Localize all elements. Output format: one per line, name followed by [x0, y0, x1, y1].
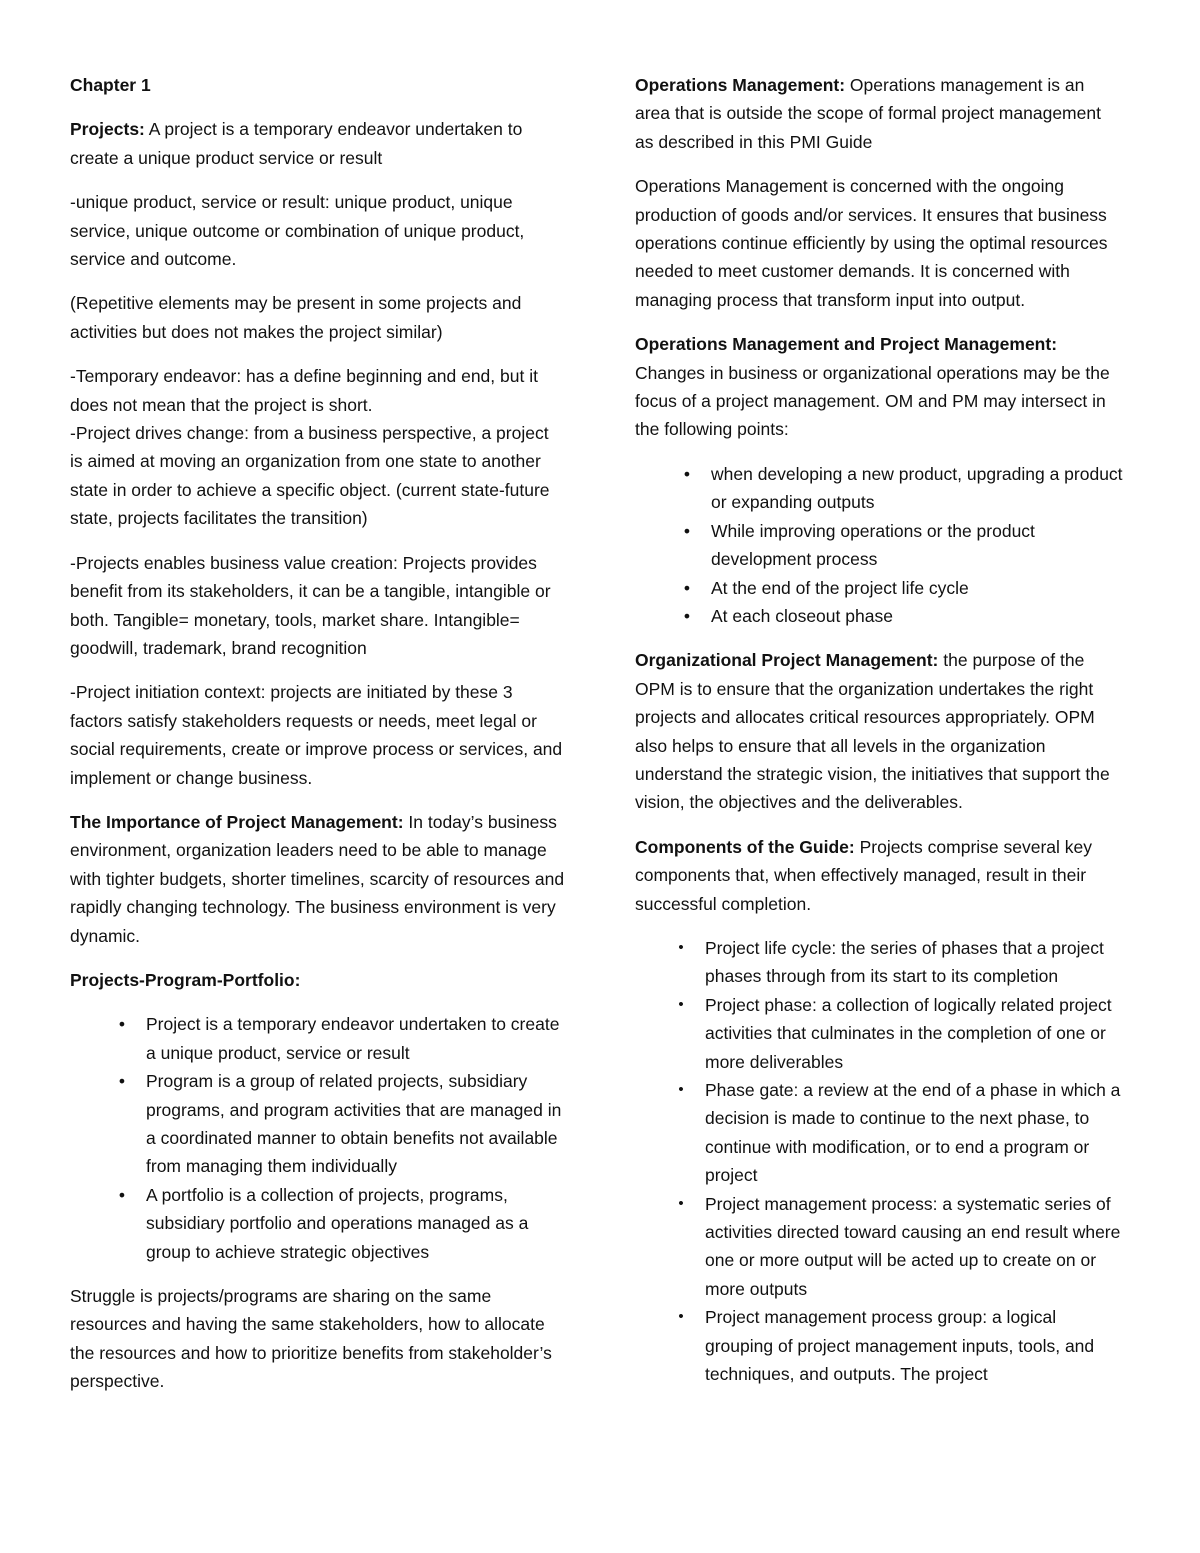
list-item: • when developing a new product, upgrading a product or expanding outputs — [635, 460, 1123, 517]
components-list — [635, 934, 1123, 1389]
bullet-icon: • — [678, 1194, 684, 1212]
intersect-points-list — [635, 460, 1123, 630]
importance-definition: In today’s business environment, organization leaders need to be able to manage with tighter budgets, shorter timelines, scarcity of resources and rapidly changing technology. The business environment is very dynamic. — [70, 811, 565, 946]
list-item: • At each closeout phase — [635, 602, 1123, 630]
ppp-heading: Projects-Program-Portfolio: — [70, 969, 301, 990]
bullet-icon: • — [683, 520, 691, 541]
list-item: • Project life cycle: the series of phases that a project phases through from its start to its completion — [635, 934, 1123, 991]
operations-management-paragraph — [635, 71, 1123, 156]
projects-term: Projects: — [70, 119, 145, 140]
bullet-icon: • — [678, 995, 684, 1013]
importance-term: The Importance of Project Management: — [70, 811, 404, 832]
unique-product-paragraph: -unique product, service or result: unique product, unique service, unique outcome or combination of unique product, service and outcome. — [70, 192, 525, 270]
list-item: • A portfolio is a collection of projects, programs, subsidiary portfolio and operations managed as a group to achieve strategic objectives — [70, 1181, 566, 1266]
repetitive-elements-paragraph: (Repetitive elements may be present in some projects and activities but does not makes the project similar) — [70, 293, 522, 342]
business-value-paragraph: -Projects enables business value creation: Projects provides benefit from its stakeholders, it can be a tangible, intangible or both. Tangible= monetary, tools, market share. Intangible= goodwill, trademark, brand recognition — [70, 552, 551, 658]
opm-term: Organizational Project Management: — [635, 650, 939, 671]
list-item: • At the end of the project life cycle — [635, 574, 1123, 602]
ops-pm-definition: Changes in business or organizational operations may be the focus of a project management. OM and PM may intersect in the following points: — [635, 362, 1110, 440]
components-term: Components of the Guide: — [635, 836, 855, 857]
bullet-icon: • — [678, 1308, 684, 1326]
bullet-icon: • — [678, 938, 684, 956]
drives-change-paragraph: -Project drives change: from a business perspective, a project is aimed at moving an organization from one state to another state in order to achieve a specific object. (current state-future state, projects facilitates the transition) — [70, 423, 550, 529]
importance-paragraph — [70, 808, 566, 950]
opm-definition: the purpose of the OPM is to ensure that the organization undertakes the right projects and allocates critical resources appropriately. OPM also helps to ensure that all levels in the organization understand the strategic vision, the initiatives that support the vision, the objectives and the deliverables. — [635, 650, 1110, 813]
right-column — [635, 71, 1123, 1404]
ops-pm-paragraph — [635, 330, 1123, 444]
components-definition: Projects comprise several key components that, when effectively managed, result in their successful completion. — [635, 836, 1093, 914]
list-item: • Project management process: a systematic series of activities directed toward causing an end result where one or more output will be acted up to create on or more outputs — [635, 1190, 1123, 1304]
operations-management-term: Operations Management: — [635, 75, 846, 95]
chapter-heading: Chapter 1 — [70, 75, 151, 95]
operations-concern-paragraph: Operations Management is concerned with the ongoing production of goods and/or services. It ensures that business operations continue efficiently by using the optimal resources needed to meet customer demands. It is concerned with managing process that transform input into output. — [635, 176, 1108, 310]
struggle-paragraph: Struggle is projects/programs are sharing on the same resources and having the same stakeholders, how to allocate the resources and how to prioritize benefits from stakeholder’s perspective. — [70, 1286, 552, 1392]
bullet-icon: • — [683, 605, 691, 626]
bullet-icon: • — [118, 1014, 126, 1035]
projects-paragraph — [70, 115, 566, 172]
list-item: • Program is a group of related projects, subsidiary programs, and program activities that are managed in a coordinated manner to obtain benefits not available from managing them individually — [70, 1067, 566, 1181]
left-column — [70, 71, 566, 1412]
list-item: • Project management process group: a logical grouping of project management inputs, tools, and techniques, and outputs. The project — [635, 1303, 1123, 1388]
components-paragraph — [635, 833, 1123, 918]
initiation-context-paragraph: -Project initiation context: projects are initiated by these 3 factors satisfy stakeholders requests or needs, meet legal or social requirements, create or improve process or services, and implement or change business. — [70, 682, 563, 788]
bullet-icon: • — [118, 1071, 126, 1092]
temporary-endeavor-paragraph: -Temporary endeavor: has a define beginning and end, but it does not mean that the project is short. — [70, 366, 538, 415]
operations-management-definition: Operations management is an area that is outside the scope of formal project management as described in this PMI Guide — [635, 75, 1101, 152]
opm-paragraph — [635, 646, 1123, 816]
list-item: • Phase gate: a review at the end of a phase in which a decision is made to continue to the next phase, to continue with modification, or to end a program or project — [635, 1076, 1123, 1190]
list-item: • Project phase: a collection of logically related project activities that culminates in the completion of one or more deliverables — [635, 991, 1123, 1076]
list-item: • Project is a temporary endeavor undertaken to create a unique product, service or result — [70, 1010, 566, 1067]
bullet-icon: • — [118, 1184, 126, 1205]
bullet-icon: • — [678, 1081, 684, 1098]
bullet-icon: • — [683, 463, 691, 484]
document-page — [70, 71, 1130, 1511]
bullet-icon: • — [683, 577, 691, 598]
ops-pm-term: Operations Management and Project Management: — [635, 334, 1058, 355]
ppp-list — [70, 1010, 566, 1266]
projects-definition: A project is a temporary endeavor undertaken to create a unique product service or result — [70, 119, 523, 168]
list-item: • While improving operations or the product development process — [635, 517, 1123, 574]
